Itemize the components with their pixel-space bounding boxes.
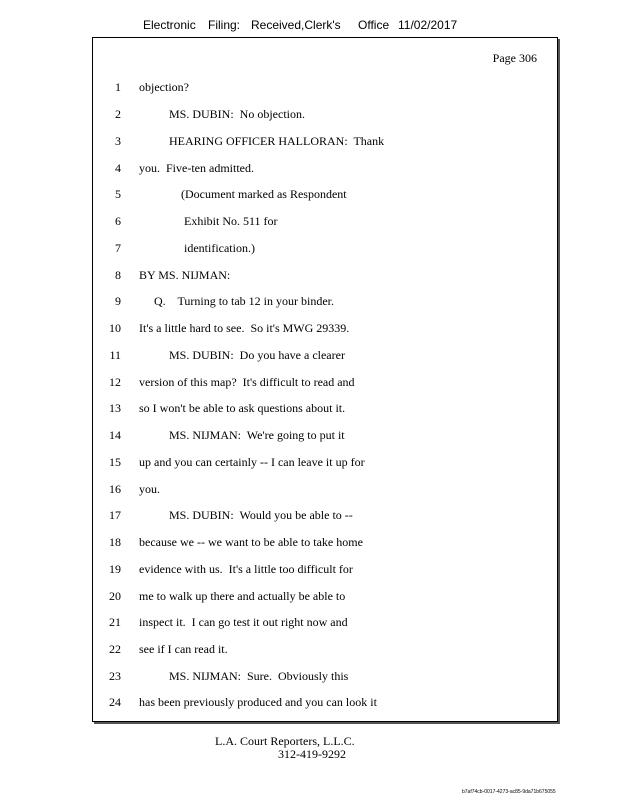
line-number: 12 [109,375,121,389]
line-text: MS. NIJMAN: We're going to put it [139,428,345,442]
transcript-line [93,268,557,294]
transcript-line [93,107,557,133]
line-number: 10 [109,321,121,335]
line-number: 15 [109,455,121,469]
filing-header-date: 11/02/2017 [398,18,458,32]
footer-phone: 312-419-9292 [278,747,346,761]
line-number: 18 [109,535,121,549]
line-text: It's a little hard to see. So it's MWG 29339. [139,321,350,335]
line-number: 21 [109,615,121,629]
transcript-line [93,508,557,534]
transcript-line [93,321,557,347]
line-number: 9 [115,294,121,308]
line-text: you. Five-ten admitted. [139,161,254,175]
transcript-line [93,375,557,401]
line-text: see if I can read it. [139,642,228,656]
line-text: MS. DUBIN: Do you have a clearer [139,348,345,362]
filing-header-filing: Filing: [208,18,241,32]
transcript-line [93,428,557,454]
line-number: 11 [109,348,121,362]
line-number: 19 [109,562,121,576]
line-number: 23 [109,669,121,683]
line-text: so I won't be able to ask questions about it. [139,401,346,415]
transcript-line [93,695,557,721]
footer-company: L.A. Court Reporters, L.L.C. [215,734,355,748]
transcript-line [93,535,557,561]
transcript-line [93,562,557,588]
line-text: because we -- we want to be able to take home [139,535,363,549]
line-text: MS. DUBIN: Would you be able to -- [139,508,353,522]
line-number: 16 [109,482,121,496]
transcript-page [92,37,558,722]
line-text: you. [139,482,160,496]
document-id: b7af74cb-0017-4273-ac85-9da71b675055 [462,789,556,795]
line-number: 17 [109,508,121,522]
line-number: 22 [109,642,121,656]
transcript-line [93,241,557,267]
line-text: me to walk up there and actually be able to [139,589,346,603]
line-number: 20 [109,589,121,603]
line-number: 6 [115,214,121,228]
line-text: Q. Turning to tab 12 in your binder. [139,294,335,308]
transcript-line [93,214,557,240]
line-number: 1 [115,80,121,94]
filing-header-received: Received,Clerk's [251,18,341,32]
line-text: MS. DUBIN: No objection. [139,107,305,121]
line-text: evidence with us. It's a little too difficult for [139,562,353,576]
transcript-line [93,455,557,481]
line-text: BY MS. NIJMAN: [139,268,231,282]
filing-header-label: Electronic [143,18,196,32]
line-text: HEARING OFFICER HALLORAN: Thank [139,134,385,148]
line-number: 14 [109,428,121,442]
transcript-line [93,669,557,695]
line-number: 5 [115,187,121,201]
line-text: inspect it. I can go test it out right now and [139,615,348,629]
transcript-line [93,589,557,615]
transcript-line [93,294,557,320]
line-number: 24 [109,695,121,709]
line-number: 3 [115,134,121,148]
transcript-line [93,134,557,160]
line-text: has been previously produced and you can look it [139,695,377,709]
line-text: identification.) [139,241,255,255]
line-number: 8 [115,268,121,282]
line-number: 4 [115,161,121,175]
line-number: 2 [115,107,121,121]
transcript-line [93,615,557,641]
transcript-line [93,482,557,508]
transcript-line [93,187,557,213]
line-number: 13 [109,401,121,415]
line-text: (Document marked as Respondent [139,187,347,201]
transcript-line [93,401,557,427]
line-text: objection? [139,80,189,94]
filing-header [0,18,618,34]
transcript-line [93,80,557,106]
line-text: version of this map? It's difficult to read and [139,375,355,389]
line-number: 7 [115,241,121,255]
line-text: Exhibit No. 511 for [139,214,278,228]
transcript-line [93,161,557,187]
filing-header-office: Office [358,18,390,32]
transcript-line [93,642,557,668]
line-text: MS. NIJMAN: Sure. Obviously this [139,669,349,683]
page-number: Page 306 [492,51,537,65]
transcript-line [93,348,557,374]
line-text: up and you can certainly -- I can leave it up for [139,455,365,469]
